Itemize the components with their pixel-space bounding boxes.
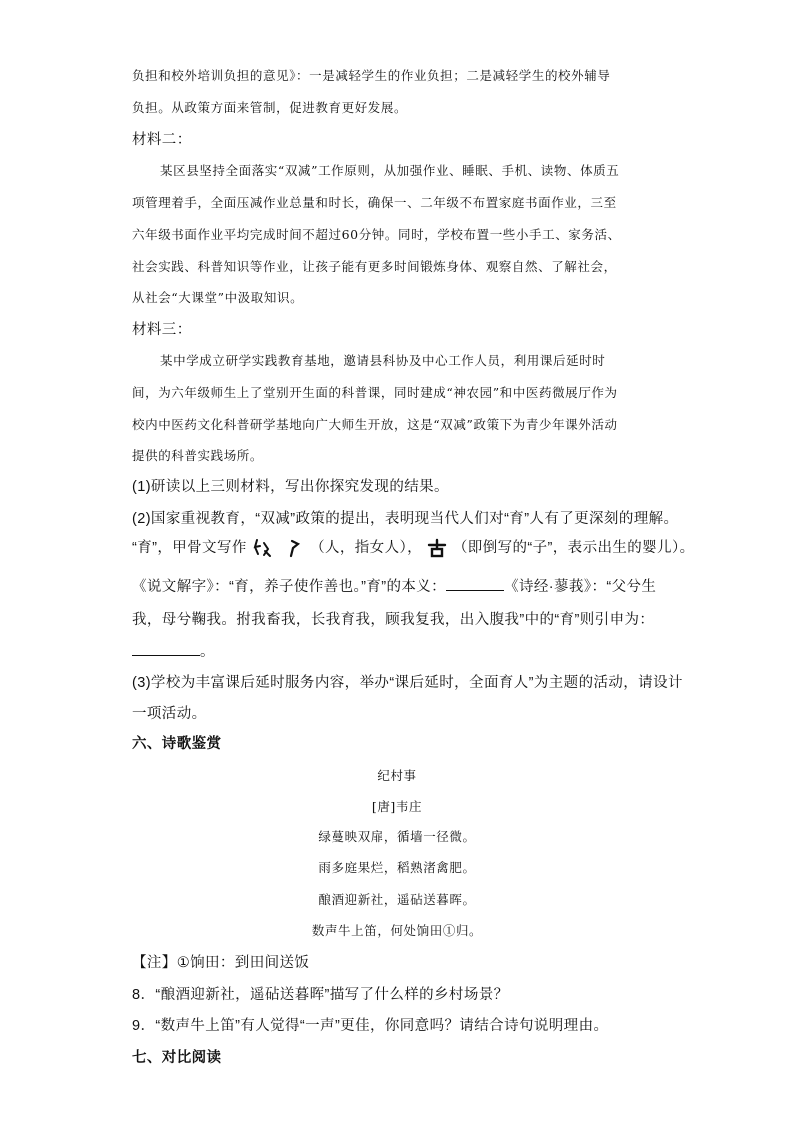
poem-line: 数声牛上笛，何处饷田①归。 bbox=[311, 923, 483, 938]
material2-heading: 材料二： bbox=[132, 132, 192, 148]
question-2-line4: 我，母兮鞠我。拊我畜我，长我育我，顾我复我，出入腹我”中的“育”则引申为： bbox=[132, 612, 655, 628]
material3-heading: 材料三： bbox=[132, 322, 192, 338]
material2-line: 项管理着手，全面压减作业总量和时长，确保一、二年级不布置家庭书面作业，三至 bbox=[132, 195, 617, 210]
question-2-line5 bbox=[132, 640, 215, 661]
question-2-line2-a: “育”，甲骨文写作 bbox=[132, 540, 247, 556]
question-2-line3 bbox=[132, 575, 656, 596]
section6-heading: 六、诗歌鉴赏 bbox=[132, 736, 222, 752]
poem-line: 雨多庭果烂，稻熟渚禽肥。 bbox=[318, 860, 476, 875]
poem-line: 酿酒迎新社，遥砧送暮晖。 bbox=[318, 892, 476, 907]
poem-note: 【注】①饷田：到田间送饭 bbox=[132, 955, 310, 971]
material1-line1: 负担和校外培训负担的意见》：一是减轻学生的作业负担；二是减轻学生的校外辅导 bbox=[132, 68, 611, 83]
poem-title: 纪村事 bbox=[377, 768, 417, 783]
section7-heading: 七、对比阅读 bbox=[132, 1050, 222, 1066]
question-8: 8．“酿酒迎新社，遥砧送暮晖”描写了什么样的乡村场景？ bbox=[132, 987, 509, 1003]
material1-line2: 负担。从政策方面来管制，促进教育更好发展。 bbox=[132, 100, 408, 115]
question-9: 9．“数声牛上笛”有人觉得“一声”更佳，你同意吗？请结合诗句说明理由。 bbox=[132, 1018, 609, 1034]
question-3-line1: (3)学校为丰富课后延时服务内容，举办“课后延时，全面育人”为主题的活动，请设计 bbox=[132, 675, 683, 691]
question-2-line5-end: 。 bbox=[200, 644, 215, 660]
question-2-line2-b: （人，指女人）， bbox=[310, 540, 423, 556]
oracle-bone-inverted-child-glyph bbox=[426, 537, 448, 559]
question-2-line3-a: 《说文解字》：“育，养子使作善也。”育”的本义： bbox=[132, 579, 447, 595]
poem-author: [唐]韦庄 bbox=[371, 799, 423, 814]
oracle-bone-yu-glyph bbox=[251, 537, 273, 559]
material3-line: 某中学成立研学实践教育基地，邀请县科协及中心工作人员，利用课后延时时 bbox=[160, 353, 606, 368]
answer-blank[interactable] bbox=[132, 654, 200, 656]
question-3-line2: 一项活动。 bbox=[132, 706, 207, 722]
poem-line: 绿蔓映双扉，循墙一径微。 bbox=[318, 829, 476, 844]
material2-line: 社会实践、科普知识等作业，让孩子能有更多时间锻炼身体、观察自然、了解社会， bbox=[132, 259, 617, 274]
material2-line: 六年级书面作业平均完成时间不超过60分钟。同时，学校布置一些小手工、家务活、 bbox=[132, 227, 621, 242]
answer-blank[interactable] bbox=[446, 589, 504, 591]
oracle-bone-woman-glyph bbox=[284, 537, 306, 559]
question-2-line2 bbox=[132, 536, 695, 559]
question-2-line1: (2)国家重视教育，“双减”政策的提出，表明现当代人们对“育”人有了更深刻的理解。 bbox=[132, 511, 679, 527]
question-2-line3-b: 《诗经·蓼莪》：“父兮生 bbox=[504, 579, 657, 595]
material2-line: 从社会“大课堂”中汲取知识。 bbox=[132, 290, 304, 305]
material2-line: 某区县坚持全面落实“双减”工作原则，从加强作业、睡眠、手机、读物、体质五 bbox=[160, 163, 620, 178]
material3-line: 提供的科普实践场所。 bbox=[132, 448, 264, 463]
question-1: (1)研读以上三则材料，写出你探究发现的结果。 bbox=[132, 479, 449, 495]
material3-line: 间，为六年级师生上了堂别开生面的科普课，同时建成“神农园”和中医药微展厅作为 bbox=[132, 385, 618, 400]
material3-line: 校内中医药文化科普研学基地向广大师生开放，这是“双减”政策下为青少年课外活动 bbox=[132, 417, 618, 432]
question-2-line2-c: （即倒写的“子”，表示出生的婴儿）。 bbox=[452, 540, 695, 556]
